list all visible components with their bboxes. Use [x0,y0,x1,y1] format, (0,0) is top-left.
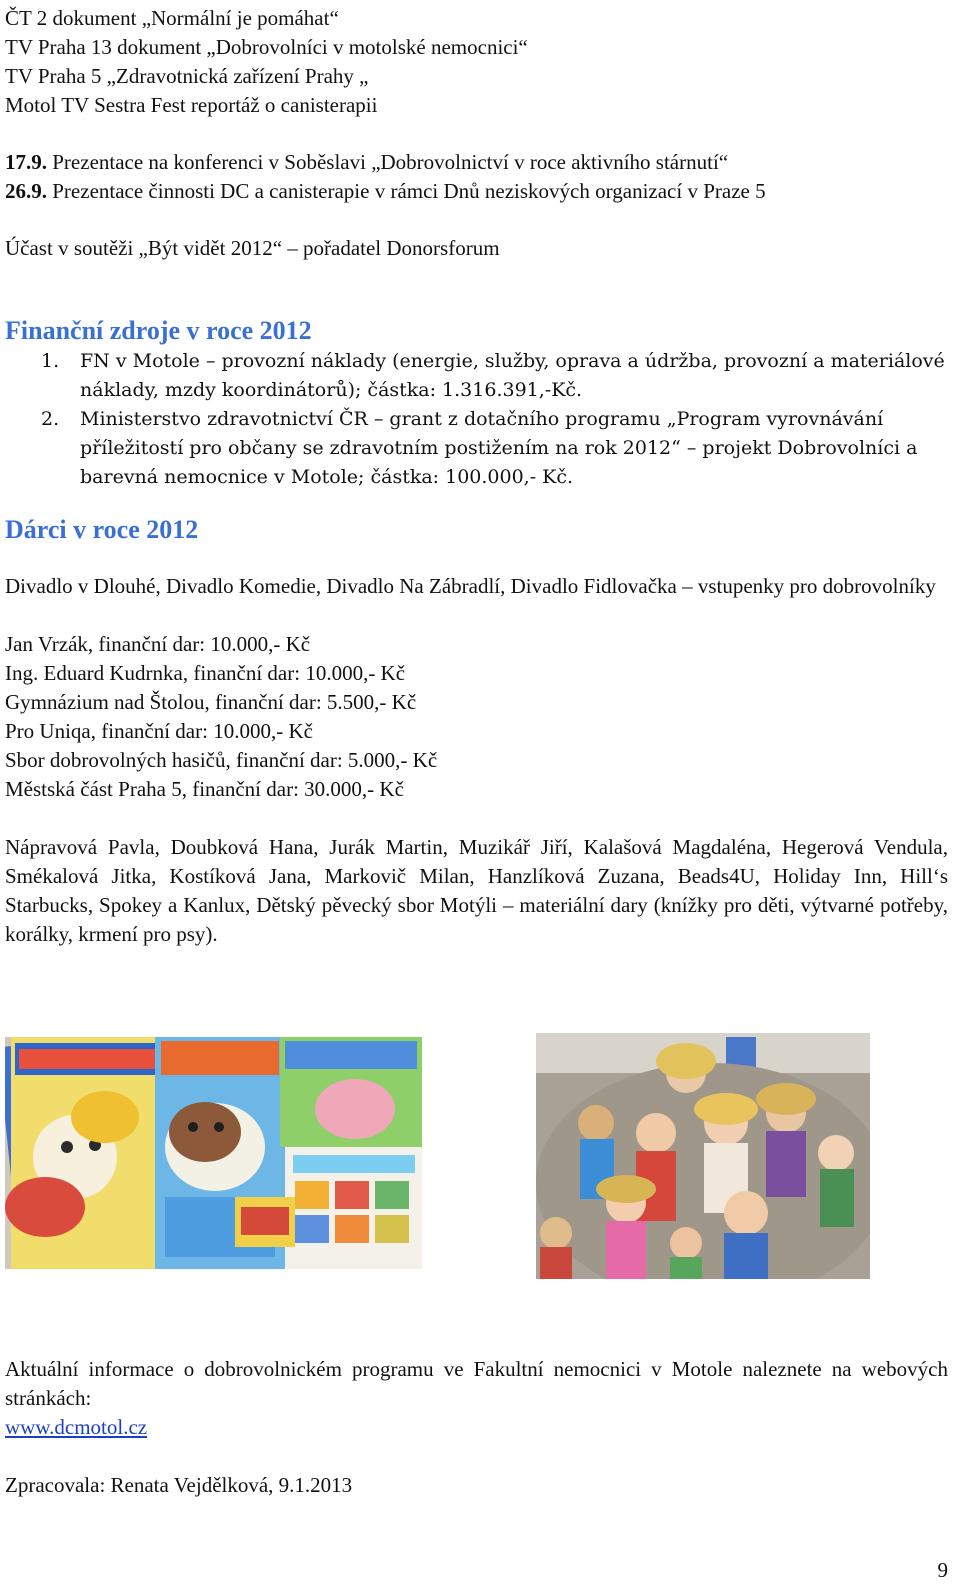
financial-donor: Pro Uniqa, finanční dar: 10.000,- Kč [5,719,313,743]
books-illustration [5,1037,422,1269]
item-number: 2. [41,408,60,430]
photo-childrens-books [5,1037,422,1269]
event-date: 17.9. [5,150,47,174]
footer-info: Aktuální informace o dobrovolnickém programu ve Fakultní nemocnici v Motole naleznete na webových stránkách: [5,1357,948,1410]
dolls-illustration [536,1033,870,1279]
media-line-3: TV Praha 5 „Zdravotnická zařízení Prahy „ [5,64,369,88]
media-line-2: TV Praha 13 dokument „Dobrovolníci v motolské nemocnici“ [5,35,528,59]
item-text: FN v Motole – provozní náklady (energie, služby, oprava a údržba, provozní a materiálové náklady, mzdy koordinátorů); částka: 1.316.391,-Kč. [80,350,945,401]
finance-item [5,405,955,492]
item-text: Ministerstvo zdravotnictví ČR – grant z dotačního programu „Program vyrovnávání příležitostí pro občany se zdravotním postižením na rok 2012“ – projekt Dobrovolníci a barevná nemocnice v Motole; částka: 100.000,- Kč. [80,408,918,488]
competition-line: Účast v soutěži „Být vidět 2012“ – pořadatel Donorsforum [5,236,500,260]
material-donors: Nápravová Pavla, Doubková Hana, Jurák Martin, Muzikář Jiří, Kalašová Magdaléna, Hegerová Vendula, Smékalová Jitka, Kostíková Jana, Markovič Milan, Hanzlíková Zuzana, Beads4U, Holiday Inn, Hill‘s Starbucks, Spokey a Kanlux, Dětský pěvecký sbor Motýli – materiální dary (knížky pro děti, výtvarné potřeby, korálky, krmení pro psy). [5,835,948,946]
event-line-2 [5,177,955,206]
author-line: Zpracovala: Renata Vejdělková, 9.1.2013 [5,1473,353,1497]
finance-item [5,347,955,405]
financial-donor: Městská část Praha 5, finanční dar: 30.000,- Kč [5,777,404,801]
photo-row [5,1033,955,1283]
financial-donor: Ing. Eduard Kudrnka, finanční dar: 10.000,- Kč [5,661,406,685]
item-number: 1. [41,350,60,372]
donors-heading: Dárci v roce 2012 [5,515,199,544]
footer [5,1355,955,1500]
website-link[interactable]: www.dcmotol.cz [5,1415,148,1439]
photo-handmade-dolls [536,1033,870,1279]
page-number: 9 [937,1558,948,1582]
media-line-1: ČT 2 dokument „Normální je pomáhat“ [5,6,339,30]
finance-heading: Finanční zdroje v roce 2012 [5,316,312,345]
event-text: Prezentace na konferenci v Soběslavi „Dobrovolnictví v roce aktivního stárnutí“ [47,150,729,174]
financial-donor: Jan Vrzák, finanční dar: 10.000,- Kč [5,632,311,656]
document-page [5,4,955,949]
media-line-4: Motol TV Sestra Fest reportáž o canisterapii [5,93,378,117]
event-date: 26.9. [5,179,47,203]
theatre-donors: Divadlo v Dlouhé, Divadlo Komedie, Divadlo Na Zábradlí, Divadlo Fidlovačka – vstupenky pro dobrovolníky [5,574,936,598]
financial-donor: Sbor dobrovolných hasičů, finanční dar: 5.000,- Kč [5,748,438,772]
finance-list [5,347,955,492]
financial-donor: Gymnázium nad Štolou, finanční dar: 5.500,- Kč [5,690,417,714]
event-text: Prezentace činnosti DC a canisterapie v rámci Dnů neziskových organizací v Praze 5 [47,179,766,203]
event-line-1 [5,148,955,177]
